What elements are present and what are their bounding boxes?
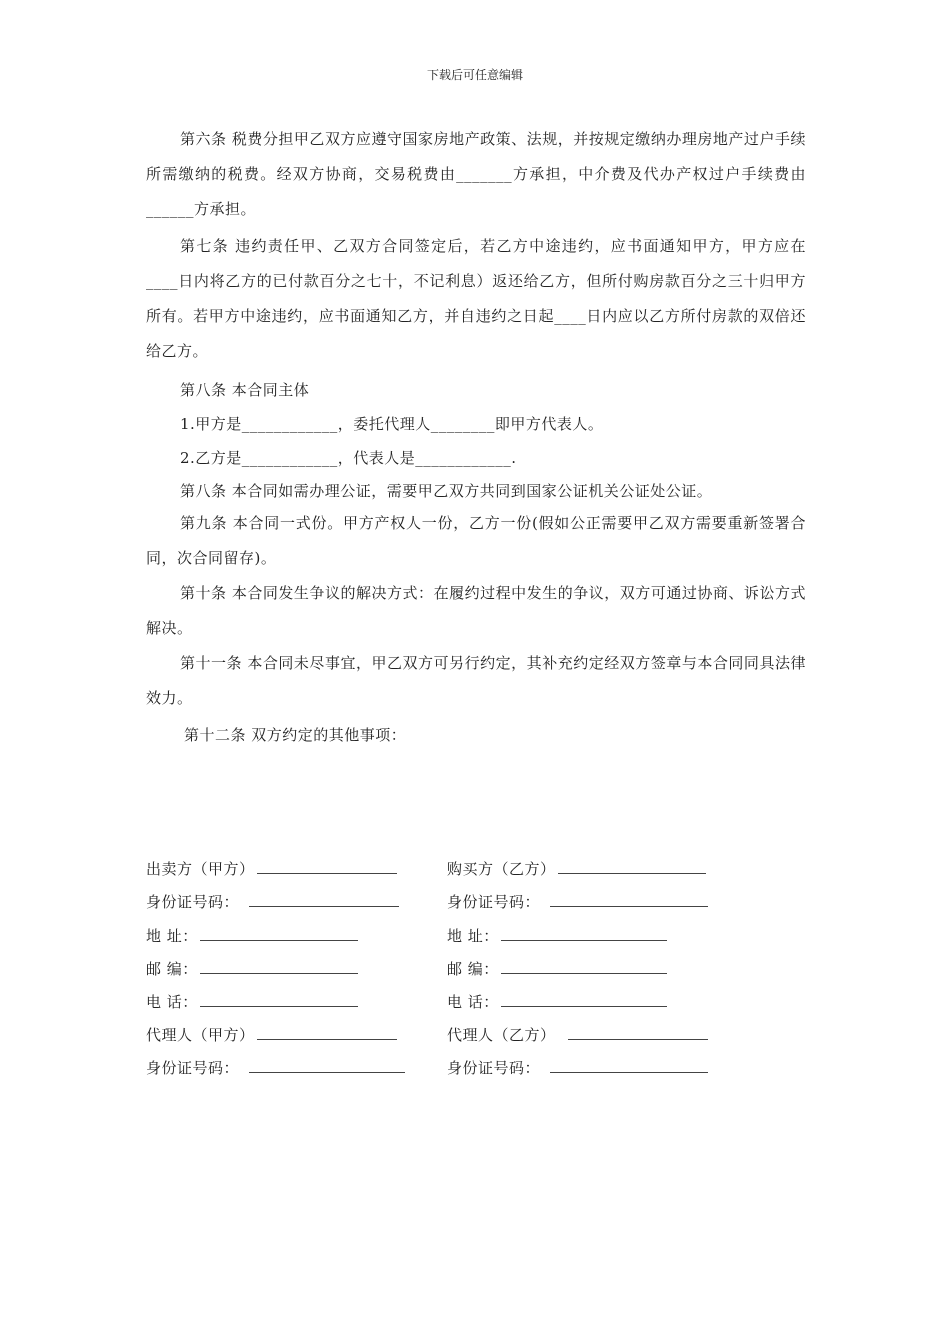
seller-phone-blank bbox=[200, 990, 358, 1007]
seller-party-blank bbox=[257, 857, 397, 874]
seller-address-blank bbox=[200, 924, 358, 941]
seller-party-field bbox=[146, 857, 399, 880]
buyer-agent-id-label: 身份证号码： bbox=[447, 1059, 541, 1077]
seller-id-label: 身份证号码： bbox=[146, 893, 240, 911]
seller-address-field bbox=[146, 924, 360, 947]
article-10: 第十条 本合同发生争议的解决方式：在履约过程中发生的争议，双方可通过协商、诉讼方式解决。 bbox=[146, 584, 806, 637]
buyer-id-blank bbox=[550, 890, 708, 907]
buyer-party-label: 购买方（乙方） bbox=[447, 860, 556, 878]
buyer-postcode-field bbox=[447, 957, 669, 980]
article-9: 第九条 本合同一式份。甲方产权人一份，乙方一份(假如公正需要甲乙双方需要重新签署合同，次合同留存)。 bbox=[146, 514, 806, 567]
buyer-address-label: 地 址： bbox=[447, 927, 499, 945]
article-8-item-2: 2.乙方是____________，代表人是____________. bbox=[180, 449, 517, 467]
buyer-address-blank bbox=[501, 924, 667, 941]
article-8-item-1: 1.甲方是____________，委托代理人________即甲方代表人。 bbox=[180, 415, 604, 433]
seller-postcode-field bbox=[146, 957, 360, 980]
seller-agent-id-blank bbox=[249, 1056, 405, 1073]
buyer-postcode-label: 邮 编： bbox=[447, 960, 499, 978]
buyer-agent-field bbox=[447, 1023, 710, 1046]
seller-agent-id-field bbox=[146, 1056, 407, 1079]
article-6: 第六条 税费分担甲乙双方应遵守国家房地产政策、法规，并按规定缴纳办理房地产过户手续所需缴纳的税费。经双方协商，交易税费由_______方承担，中介费及代办产权过户手续费由______方承担。 bbox=[146, 130, 806, 218]
article-7: 第七条 违约责任甲、乙双方合同签定后，若乙方中途违约，应书面通知甲方，甲方应在____日内将乙方的已付款百分之七十，不记利息）返还给乙方，但所付购房款百分之三十归甲方所有。若甲方中途违约，应书面通知乙方，并自违约之日起____日内应以乙方所付房款的双倍还给乙方。 bbox=[146, 237, 806, 360]
buyer-agent-id-field bbox=[447, 1056, 710, 1079]
seller-agent-id-label: 身份证号码： bbox=[146, 1059, 240, 1077]
buyer-id-label: 身份证号码： bbox=[447, 893, 541, 911]
buyer-agent-id-blank bbox=[550, 1056, 708, 1073]
buyer-id-field bbox=[447, 890, 710, 913]
article-8-notarization: 第八条 本合同如需办理公证，需要甲乙双方共同到国家公证机关公证处公证。 bbox=[180, 482, 713, 500]
seller-party-label: 出卖方（甲方） bbox=[146, 860, 255, 878]
buyer-agent-label: 代理人（乙方） bbox=[447, 1026, 556, 1044]
seller-agent-blank bbox=[257, 1023, 397, 1040]
buyer-phone-blank bbox=[501, 990, 667, 1007]
seller-id-blank bbox=[249, 890, 399, 907]
article-12: 第十二条 双方约定的其他事项： bbox=[184, 726, 407, 744]
buyer-phone-label: 电 话： bbox=[447, 993, 499, 1011]
article-8-title: 第八条 本合同主体 bbox=[180, 381, 310, 399]
seller-phone-field bbox=[146, 990, 360, 1013]
article-11: 第十一条 本合同未尽事宜，甲乙双方可另行约定，其补充约定经双方签章与本合同同具法律效力。 bbox=[146, 654, 806, 707]
buyer-address-field bbox=[447, 924, 669, 947]
seller-address-label: 地 址： bbox=[146, 927, 198, 945]
seller-phone-label: 电 话： bbox=[146, 993, 198, 1011]
buyer-party-blank bbox=[558, 857, 706, 874]
seller-postcode-label: 邮 编： bbox=[146, 960, 198, 978]
seller-agent-field bbox=[146, 1023, 399, 1046]
buyer-agent-blank bbox=[568, 1023, 708, 1040]
buyer-postcode-blank bbox=[501, 957, 667, 974]
buyer-party-field bbox=[447, 857, 708, 880]
seller-postcode-blank bbox=[200, 957, 358, 974]
buyer-phone-field bbox=[447, 990, 669, 1013]
seller-agent-label: 代理人（甲方） bbox=[146, 1026, 255, 1044]
seller-id-field bbox=[146, 890, 401, 913]
page-header: 下载后可任意编辑 bbox=[426, 68, 523, 82]
